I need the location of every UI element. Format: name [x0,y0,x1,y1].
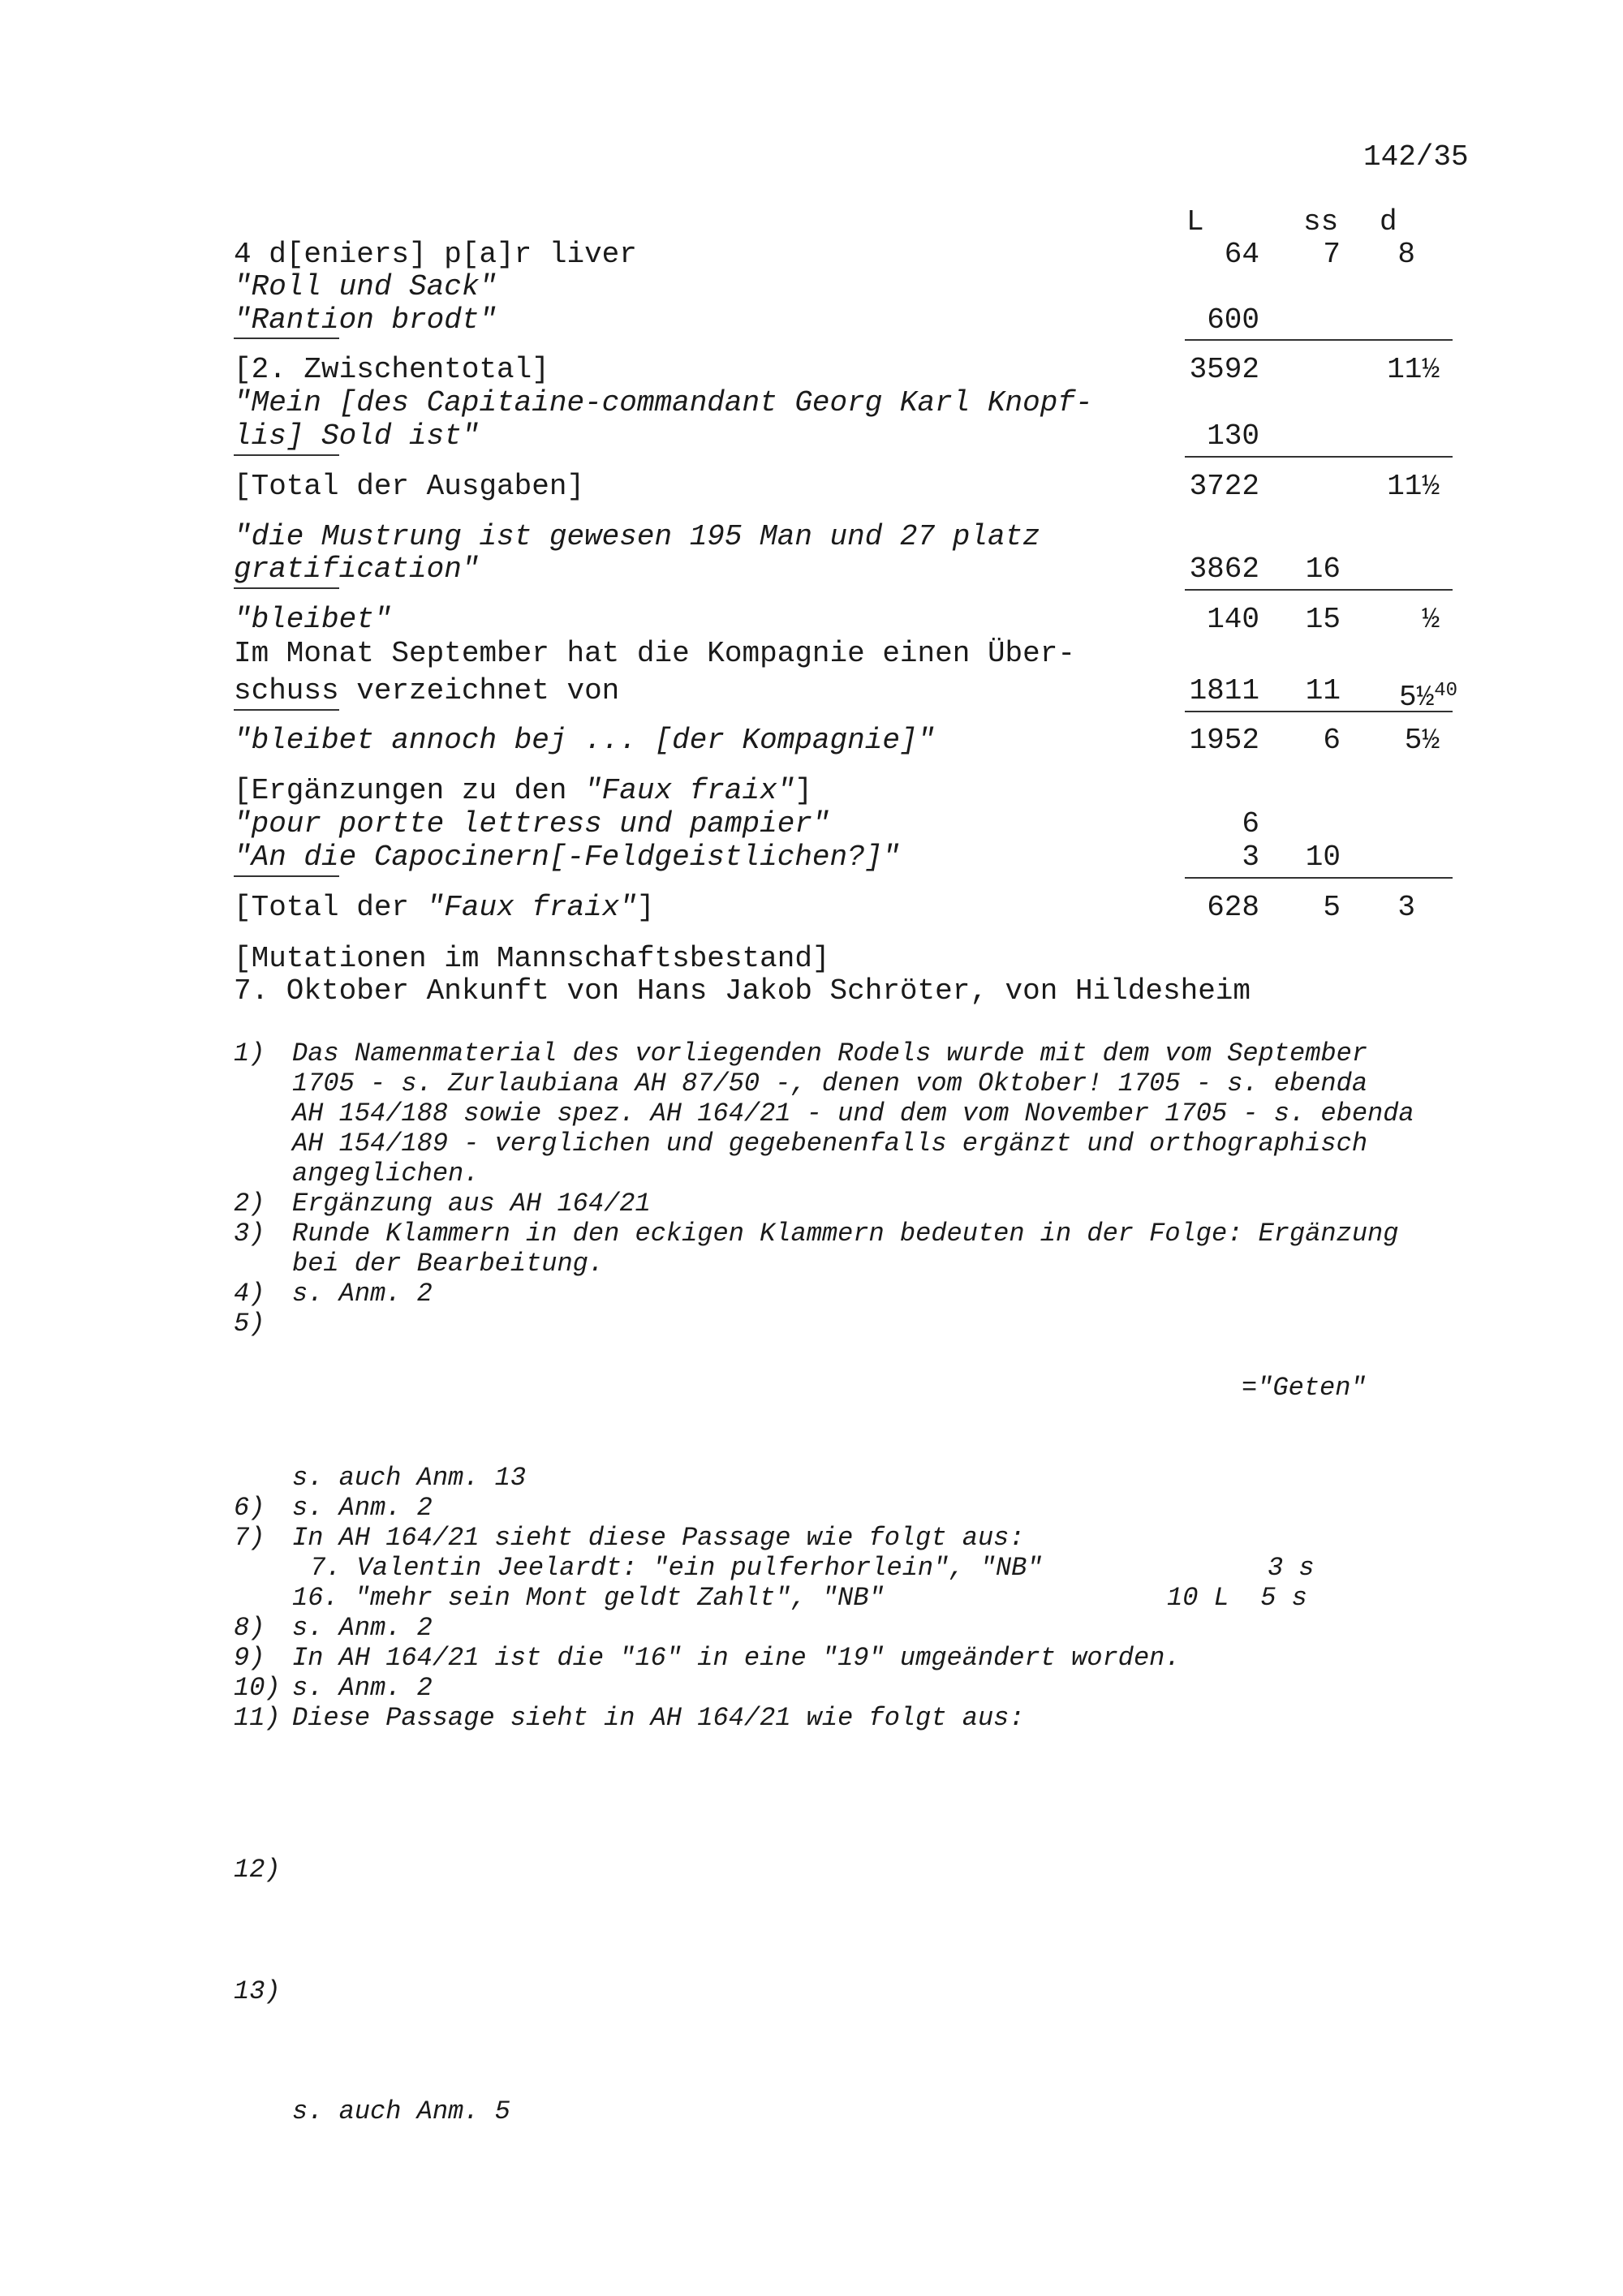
amount-l: 1952 [1189,724,1259,757]
row-label: [2. Zwischentotal] [234,353,549,386]
mutation-entry: 7. Oktober Ankunft von Hans Jakob Schröter, von Hildesheim [234,974,1251,1008]
amount-d: 5½ [1404,724,1440,757]
footnote-number: 1) [234,1038,265,1068]
amount-l: 1811 [1189,674,1259,707]
footnote-text: s. auch Anm. 13 [292,1463,527,1493]
quoted-term: "Faux fraix" [584,774,795,807]
amount-l: 64 [1224,238,1259,271]
rule [1185,877,1453,879]
amount-l: 6 [1242,807,1259,841]
row-label: "An die Capocinern[-Feldgeistlichen?]" [234,841,900,874]
amount-l: 140 [1207,603,1259,636]
amount-d: 8 [1397,238,1415,271]
footnote-number: 10) [234,1673,281,1703]
rule [234,875,339,877]
footnote-text: s. Anm. 2 [292,1279,433,1309]
amount-l: 628 [1207,891,1259,924]
amount-l: 3862 [1189,553,1259,586]
footnote-number: 11) [234,1703,281,1733]
row-label: "pour portte lettress und pampier" [234,807,830,841]
row-label: lis] Sold ist" [234,419,480,453]
footnote-number: 9) [234,1643,265,1673]
row-label: [Total der Ausgaben] [234,470,585,503]
footnote-number: 6) [234,1493,265,1523]
footnote-number: 12) [234,1855,281,1885]
footnote-subline: 16. "mehr sein Mont geldt Zahlt", "NB" [292,1583,885,1613]
footnote-number: 7) [234,1523,265,1553]
row-label-part: ] [636,891,655,924]
amount-ss: 7 [1323,238,1341,271]
footnote-text: s. Anm. 2 [292,1493,433,1523]
footnote-number: 3) [234,1219,265,1249]
footnote-text: Ergänzung aus AH 164/21 [292,1189,651,1219]
amount-l: 3 [1242,841,1259,874]
footnote-text: bei der Bearbeitung. [292,1249,605,1279]
column-heading-l: L [1186,205,1204,239]
rule [1185,339,1453,341]
row-label-part: ] [794,774,812,807]
footnote-text: AH 154/189 - verglichen und gegebenenfalls ergänzt und orthographisch [292,1129,1368,1159]
rule [234,454,339,456]
row-label-part: [Ergänzungen zu den [234,774,585,807]
footnote-text: AH 154/188 sowie spez. AH 164/21 - und dem vom November 1705 - s. ebenda [292,1099,1414,1129]
page-number: 142/35 [1363,140,1469,174]
footnote-text: 1705 - s. Zurlaubiana AH 87/50 -, denen vom Oktober! 1705 - s. ebenda [292,1068,1368,1099]
amount-d: 3 [1397,891,1415,924]
section-heading: [Mutationen im Mannschaftsbestand] [234,942,830,975]
amount-d: 11½ [1387,353,1440,386]
amount-l: 130 [1207,419,1259,453]
amount-d-value: 5½ [1399,681,1435,714]
row-label: "Roll und Sack" [234,270,497,303]
row-label: gratification" [234,553,480,586]
footnote-number: 5) [234,1309,265,1339]
rule [234,587,339,589]
rule [1185,711,1453,712]
row-label [234,775,812,807]
footnote-number: 8) [234,1613,265,1643]
column-heading-d: d [1380,205,1397,239]
rule [1185,456,1453,458]
footnote-text: ="Geten" [1242,1373,1367,1403]
rule [1185,589,1453,591]
row-label-part: [Total der [234,891,427,924]
row-label: "bleibet" [234,603,392,636]
row-label: 4 d[eniers] p[a]r liver [234,238,637,271]
row-label: schuss verzeichnet von [234,674,620,707]
amount-d: 11½ [1387,470,1440,503]
rule [234,709,339,711]
amount-ss: 5 [1323,891,1341,924]
row-label: "Rantion brodt" [234,303,497,337]
amount-ss: 16 [1305,553,1341,586]
amount-l: 3592 [1189,353,1259,386]
footnote-text: Diese Passage sieht in AH 164/21 wie folgt aus: [292,1703,1025,1733]
footnote-text: Runde Klammern in den eckigen Klammern bedeuten in der Folge: Ergänzung [292,1219,1399,1249]
amount-ss: 15 [1305,603,1341,636]
footnote-text: s. Anm. 2 [292,1673,433,1703]
footnote-marker: 40 [1434,680,1458,702]
amount-ss: 6 [1323,724,1341,757]
footnote-subline: 7. Valentin Jeelardt: "ein pulferhorlein", "NB" [310,1553,1043,1583]
footnote-text: In AH 164/21 sieht diese Passage wie folgt aus: [292,1523,1025,1553]
amount-ss: 11 [1305,674,1341,707]
amount-l: 600 [1207,303,1259,337]
column-heading-ss: ss [1303,205,1339,239]
footnote-amount: 10 L 5 s [1167,1583,1307,1613]
rule [234,338,339,339]
footnote-text: Das Namenmaterial des vorliegenden Rodels wurde mit dem vom September [292,1038,1368,1068]
quoted-term: "Faux fraix" [426,891,637,924]
row-label: "bleibet annoch bej ... [der Kompagnie]" [234,724,936,757]
footnote-number: 4) [234,1279,265,1309]
row-label [234,892,655,924]
row-label: "Mein [des Capitaine-commandant Georg Karl Knopf- [234,386,1093,419]
footnote-number: 13) [234,1976,281,2006]
amount-d [1399,675,1457,714]
footnote-text: angeglichen. [292,1159,480,1189]
row-label: "die Mustrung ist gewesen 195 Man und 27 platz [234,520,1040,553]
footnote-amount: 3 s [1268,1553,1315,1583]
footnote-text: In AH 164/21 ist die "16" in eine "19" umgeändert worden. [292,1643,1181,1673]
amount-l: 3722 [1189,470,1259,503]
footnote-text: s. auch Anm. 5 [292,2096,510,2126]
footnote-number: 2) [234,1189,265,1219]
amount-d: ½ [1422,603,1440,636]
amount-ss: 10 [1305,841,1341,874]
row-label: Im Monat September hat die Kompagnie einen Über- [234,637,1075,670]
footnote-text: s. Anm. 2 [292,1613,433,1643]
